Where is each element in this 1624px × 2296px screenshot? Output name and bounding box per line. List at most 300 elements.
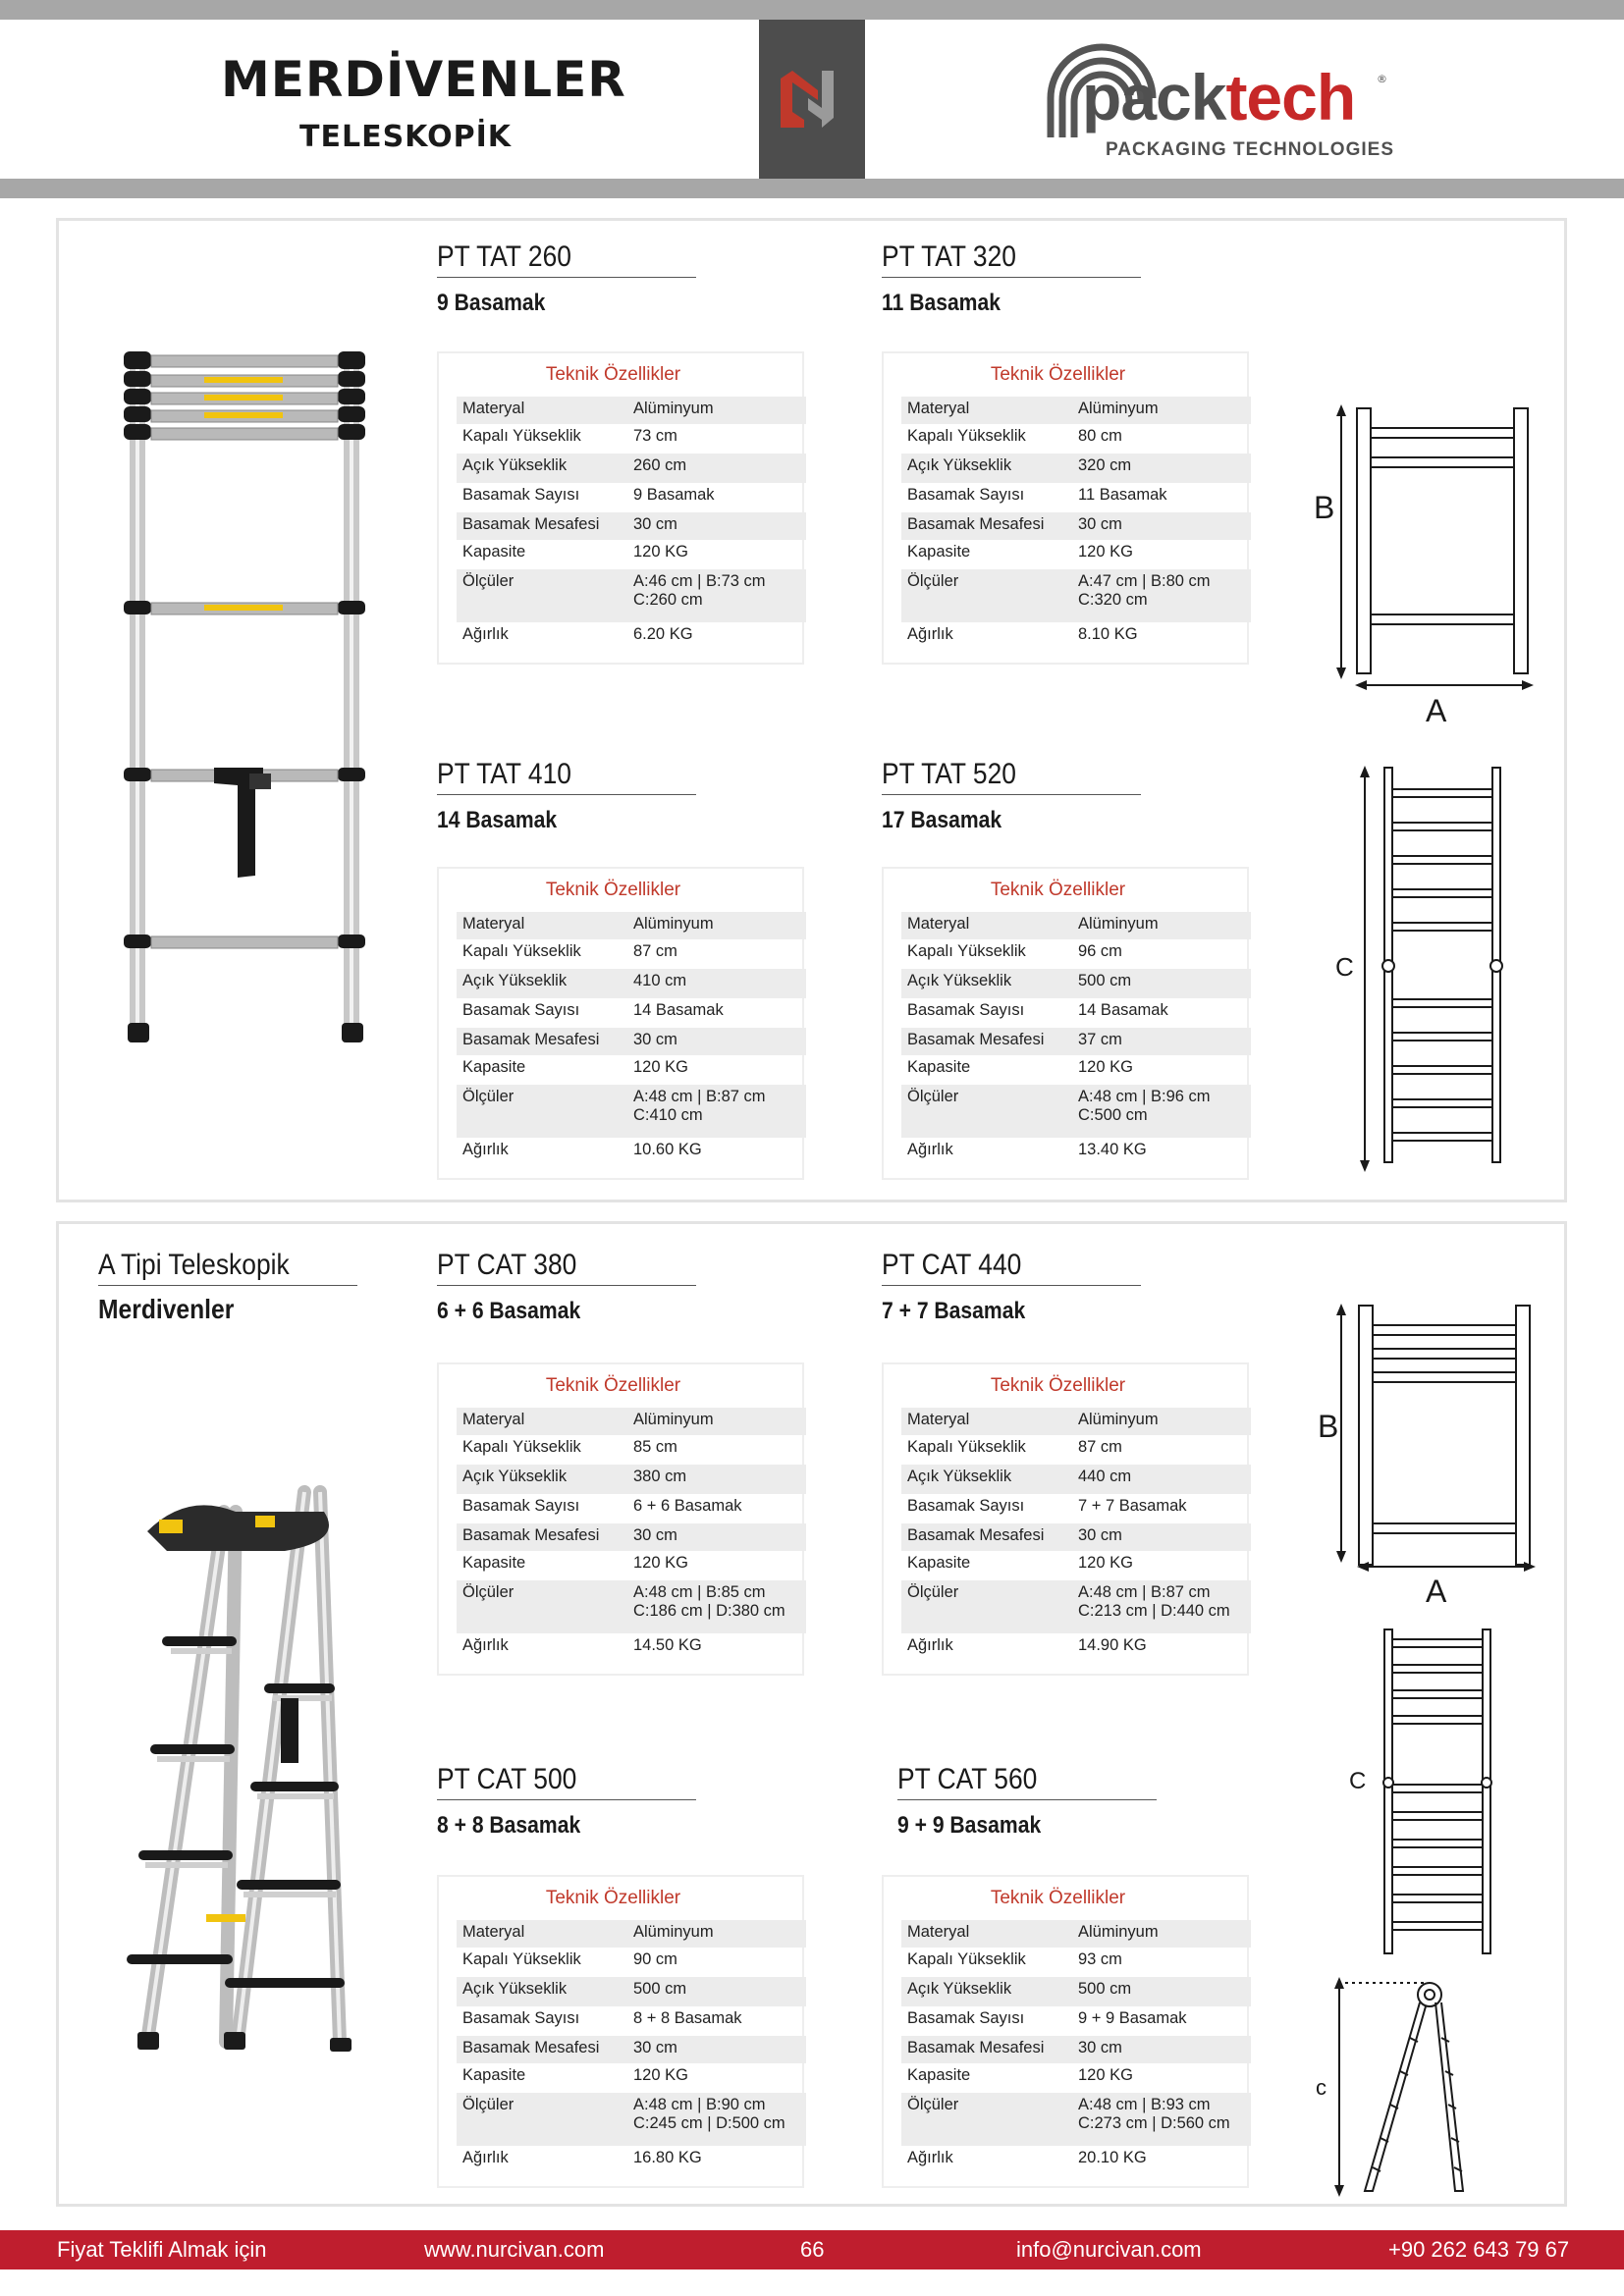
spec-key: Kapalı Yükseklik [907,1950,1026,1968]
spec-value-line: 120 KG [633,2066,688,2084]
spec-row [457,1028,806,1055]
spec-key: Basamak Sayısı [462,1001,580,1019]
spec-value-line: 90 cm [633,1950,677,1968]
spec-key: Kapalı Yükseklik [907,427,1026,445]
spec-table [882,351,1249,665]
model-title: PT TAT 520 [882,758,1141,795]
spec-key: Açık Yükseklik [462,456,568,474]
spec-key: Ağırlık [907,625,953,643]
label-a: A [1426,1574,1447,1609]
spec-row [901,1085,1251,1138]
spec-key: Basamak Mesafesi [462,1526,600,1544]
spec-value-line: 320 cm [1078,456,1132,474]
spec-key: Kapalı Yükseklik [462,1438,581,1456]
spec-row [457,569,806,622]
spec-key: Açık Yükseklik [907,972,1012,989]
spec-header: Teknik Özellikler [545,880,681,900]
spec-rows [457,397,806,652]
spec-value-line: A:46 cm | B:73 cm [633,572,766,590]
spec-value [633,1636,806,1655]
spec-value [633,2066,806,2085]
spec-value-line: 500 cm [633,1980,687,1998]
spec-row [457,939,806,969]
model-steps: 7 + 7 Basamak [882,1298,1026,1324]
spec-value [1078,1526,1251,1545]
dimension-diagram-ab-2 [1312,1292,1547,1626]
spec-value [1078,1950,1251,1969]
spec-key: Materyal [907,400,970,417]
spec-row [901,998,1251,1028]
spec-row [457,397,806,424]
spec-value-line: 6.20 KG [633,625,693,643]
spec-value [1078,427,1251,446]
spec-key: Kapasite [462,543,526,561]
spec-value [633,1468,806,1486]
spec-key: Materyal [907,1411,970,1428]
spec-value-line: 8.10 KG [1078,625,1138,643]
spec-header: Teknik Özellikler [990,1888,1126,1908]
spec-row [457,1465,806,1494]
spec-value [1078,515,1251,534]
spec-row [457,2006,806,2036]
spec-value [1078,1411,1251,1429]
spec-row [901,2146,1251,2175]
page-subtitle: TELESKOPİK [299,120,512,154]
spec-value-line: 11 Basamak [1078,486,1167,504]
spec-value-line: Alüminyum [1078,1411,1159,1428]
spec-value [633,2009,806,2028]
spec-value [1078,2096,1251,2133]
spec-value [1078,1058,1251,1077]
spec-row [901,2006,1251,2036]
spec-value-line: 80 cm [1078,427,1122,445]
spec-value-line: 30 cm [1078,2039,1122,2056]
spec-row [457,1551,806,1580]
section2-title-line2: Merdivenler [98,1294,235,1324]
spec-value-line: C:213 cm | D:440 cm [1078,1602,1230,1620]
spec-value [633,1411,806,1429]
spec-row [457,1085,806,1138]
spec-value-line: 87 cm [1078,1438,1122,1456]
spec-table [437,351,804,665]
spec-value [633,486,806,505]
spec-key: Basamak Mesafesi [462,515,600,533]
spec-key: Materyal [907,1923,970,1941]
model-steps: 11 Basamak [882,290,1001,316]
spec-value [633,1526,806,1545]
spec-key: Ölçüler [907,1583,959,1601]
spec-key: Kapasite [907,2066,971,2084]
footer-phone[interactable]: +90 262 643 79 67 [1388,2237,1570,2262]
label-b: B [1314,490,1335,525]
spec-rows [457,1920,806,2175]
spec-key: Basamak Mesafesi [907,1526,1045,1544]
spec-row [457,622,806,652]
footer-bar [0,2230,1624,2269]
spec-row [457,1435,806,1465]
spec-row [901,424,1251,454]
spec-key: Basamak Sayısı [907,1497,1025,1515]
spec-value [1078,486,1251,505]
spec-row [901,512,1251,540]
model-title: PT TAT 410 [437,758,696,795]
spec-value [633,572,806,610]
spec-value-line: 120 KG [1078,1058,1133,1076]
spec-rows [457,1408,806,1663]
spec-header: Teknik Özellikler [545,364,681,385]
spec-row [901,1055,1251,1085]
spec-key: Basamak Mesafesi [462,1031,600,1048]
spec-table [437,867,804,1180]
spec-key: Basamak Mesafesi [907,515,1045,533]
spec-value-line: Alüminyum [1078,915,1159,933]
spec-value-line: 440 cm [1078,1468,1132,1485]
model-steps: 9 Basamak [437,290,546,316]
spec-value-line: 30 cm [633,1526,677,1544]
spec-value [1078,543,1251,561]
spec-value [633,1438,806,1457]
spec-row [457,969,806,998]
spec-value [1078,1438,1251,1457]
spec-row [457,2036,806,2063]
spec-row [457,540,806,569]
spec-value [1078,942,1251,961]
spec-value-line: Alüminyum [633,915,714,933]
spec-row [457,2146,806,2175]
spec-value-line: 14.50 KG [633,1636,702,1654]
spec-row [457,912,806,939]
spec-value-line: C:410 cm [633,1106,703,1124]
spec-key: Kapalı Yükseklik [462,942,581,960]
spec-header: Teknik Özellikler [990,880,1126,900]
spec-value-line: A:48 cm | B:90 cm [633,2096,766,2113]
spec-key: Materyal [462,400,525,417]
spec-key: Kapalı Yükseklik [462,427,581,445]
label-a: A [1426,693,1447,728]
spec-value-line: A:47 cm | B:80 cm [1078,572,1211,590]
spec-value [633,1554,806,1573]
spec-row [457,1920,806,1948]
spec-key: Basamak Sayısı [907,2009,1025,2027]
spec-value-line: A:48 cm | B:85 cm [633,1583,766,1601]
spec-key: Kapasite [462,2066,526,2084]
spec-value [1078,2066,1251,2085]
spec-value-line: 73 cm [633,427,677,445]
spec-header: Teknik Özellikler [545,1375,681,1396]
spec-value-line: 7 + 7 Basamak [1078,1497,1187,1515]
spec-key: Ölçüler [907,1088,959,1105]
spec-key: Açık Yükseklik [907,1468,1012,1485]
registered-mark: ® [1377,73,1387,85]
spec-value [633,1031,806,1049]
spec-row [901,912,1251,939]
spec-row [457,483,806,512]
spec-value [633,427,806,446]
spec-row [901,939,1251,969]
spec-key: Ağırlık [907,1636,953,1654]
spec-row [457,512,806,540]
spec-row [457,424,806,454]
spec-value [633,1950,806,1969]
packtech-wordmark: packtech [1082,61,1356,133]
spec-value-line: A:48 cm | B:87 cm [633,1088,766,1105]
spec-value [633,1088,806,1125]
spec-value [633,1923,806,1942]
spec-row [901,1138,1251,1167]
spec-value-line: 380 cm [633,1468,687,1485]
spec-row [901,2063,1251,2093]
spec-rows [901,397,1251,652]
spec-row [901,397,1251,424]
spec-row [901,483,1251,512]
spec-key: Basamak Sayısı [462,2009,580,2027]
a-type-ladder-photo [108,1472,442,2061]
top-bar [0,0,1624,20]
spec-key: Materyal [907,915,970,933]
spec-value-line: Alüminyum [1078,1923,1159,1941]
spec-value-line: 30 cm [633,515,677,533]
spec-key: Basamak Mesafesi [907,2039,1045,2056]
spec-row [457,454,806,483]
spec-value [1078,572,1251,610]
spec-value-line: C:273 cm | D:560 cm [1078,2114,1230,2132]
dimension-diagram-c-2 [1345,1628,1532,1957]
spec-row [901,969,1251,998]
spec-value [1078,2009,1251,2028]
header-band [0,179,1624,198]
spec-table [437,1362,804,1676]
telescopic-ladder-photo [116,346,391,1052]
spec-value [1078,1554,1251,1573]
spec-row [457,1138,806,1167]
spec-value [1078,2039,1251,2057]
spec-value-line: 37 cm [1078,1031,1122,1048]
spec-header: Teknik Özellikler [990,364,1126,385]
spec-value [1078,1636,1251,1655]
spec-key: Ölçüler [907,2096,959,2113]
spec-key: Ölçüler [462,1583,514,1601]
spec-value-line: 10.60 KG [633,1141,702,1158]
spec-value [1078,1031,1251,1049]
spec-row [901,540,1251,569]
spec-key: Basamak Sayısı [462,1497,580,1515]
footer-quote: Fiyat Teklifi Almak için [57,2237,267,2262]
page-title: MERDİVENLER [221,51,626,108]
spec-value [1078,1001,1251,1020]
spec-value-line: 410 cm [633,972,687,989]
spec-value-line: 9 + 9 Basamak [1078,2009,1187,2027]
spec-row [901,1523,1251,1551]
footer-email[interactable]: info@nurcivan.com [1016,2237,1202,2262]
spec-value [1078,456,1251,475]
spec-value-line: C:500 cm [1078,1106,1148,1124]
spec-value-line: 6 + 6 Basamak [633,1497,742,1515]
spec-key: Kapasite [462,1554,526,1572]
spec-value [1078,1468,1251,1486]
spec-value [1078,1583,1251,1621]
spec-value-line: 93 cm [1078,1950,1122,1968]
spec-value-line: 9 Basamak [633,486,715,504]
spec-value-line: Alüminyum [633,1411,714,1428]
spec-value [633,2039,806,2057]
model-title: PT TAT 260 [437,240,696,278]
model-title: PT CAT 440 [882,1249,1141,1286]
spec-key: Kapasite [907,1554,971,1572]
spec-row [901,1028,1251,1055]
spec-value-line: C:260 cm [633,591,703,609]
spec-key: Ağırlık [907,1141,953,1158]
spec-key: Ölçüler [462,2096,514,2113]
spec-value [633,625,806,644]
model-title: PT TAT 320 [882,240,1141,278]
model-steps: 17 Basamak [882,807,1002,833]
spec-value-line: 16.80 KG [633,2149,702,2166]
spec-value-line: C:245 cm | D:500 cm [633,2114,785,2132]
spec-key: Materyal [462,1923,525,1941]
spec-value [633,1141,806,1159]
spec-row [457,2063,806,2093]
nurcivan-logo-mark [779,69,845,130]
spec-value [633,972,806,990]
spec-row [901,1551,1251,1580]
spec-value-line: 30 cm [633,1031,677,1048]
model-steps: 6 + 6 Basamak [437,1298,581,1324]
spec-row [901,1920,1251,1948]
section2-title-line1: A Tipi Teleskopik [98,1249,357,1286]
spec-table [882,1875,1249,2188]
spec-row [901,1408,1251,1435]
spec-value [633,1980,806,1999]
spec-value-line: Alüminyum [1078,400,1159,417]
model-title: PT CAT 500 [437,1763,696,1800]
spec-row [457,1977,806,2006]
spec-row [457,1580,806,1633]
spec-value-line: 260 cm [633,456,687,474]
spec-row [901,1494,1251,1523]
model-title: PT CAT 560 [897,1763,1157,1800]
spec-value-line: Alüminyum [633,1923,714,1941]
spec-value-line: 120 KG [633,1058,688,1076]
spec-value-line: 13.40 KG [1078,1141,1147,1158]
spec-key: Açık Yükseklik [462,1468,568,1485]
spec-value [1078,1497,1251,1516]
spec-value-line: A:48 cm | B:87 cm [1078,1583,1211,1601]
spec-value-line: 8 + 8 Basamak [633,2009,742,2027]
spec-value [1078,1980,1251,1999]
spec-value-line: 120 KG [1078,1554,1133,1572]
spec-row [901,2036,1251,2063]
spec-value-line: 120 KG [1078,543,1133,561]
spec-row [457,1633,806,1663]
spec-value-line: A:48 cm | B:93 cm [1078,2096,1211,2113]
spec-value [633,942,806,961]
spec-value-line: 500 cm [1078,972,1132,989]
footer-website[interactable]: www.nurcivan.com [424,2237,605,2262]
spec-value [1078,972,1251,990]
dimension-diagram-c [1335,764,1532,1176]
spec-value [1078,1088,1251,1125]
spec-key: Ölçüler [907,572,959,590]
spec-value [633,2096,806,2133]
spec-key: Basamak Mesafesi [462,2039,600,2056]
footer-page-number: 66 [800,2237,825,2262]
spec-row [457,1494,806,1523]
label-c: C [1335,952,1354,982]
spec-row [457,1948,806,1977]
spec-key: Materyal [462,915,525,933]
spec-value-line: Alüminyum [633,400,714,417]
label-c-small: c [1316,2075,1326,2100]
label-b: B [1318,1409,1339,1444]
spec-key: Kapasite [907,1058,971,1076]
spec-value-line: 14 Basamak [1078,1001,1168,1019]
spec-table [437,1875,804,2188]
spec-value [633,1583,806,1621]
spec-key: Basamak Sayısı [907,486,1025,504]
dimension-diagram-ab [1306,393,1542,736]
spec-value [633,1058,806,1077]
spec-value [633,543,806,561]
spec-row [457,1408,806,1435]
spec-rows [901,912,1251,1167]
spec-value [1078,1141,1251,1159]
spec-row [901,1580,1251,1633]
spec-key: Kapasite [907,543,971,561]
spec-key: Ölçüler [462,572,514,590]
spec-row [901,569,1251,622]
dimension-diagram-a-frame [1316,1973,1473,2199]
spec-key: Ağırlık [462,1141,509,1158]
spec-row [901,1435,1251,1465]
spec-value-line: C:320 cm [1078,591,1148,609]
spec-key: Kapasite [462,1058,526,1076]
spec-value-line: 85 cm [633,1438,677,1456]
spec-key: Materyal [462,1411,525,1428]
spec-key: Kapalı Yükseklik [907,942,1026,960]
spec-rows [901,1408,1251,1663]
spec-value-line: 30 cm [1078,1526,1122,1544]
spec-value-line: 96 cm [1078,942,1122,960]
spec-row [457,1055,806,1085]
packtech-logo [1043,39,1396,167]
spec-value [633,515,806,534]
spec-value-line: 20.10 KG [1078,2149,1147,2166]
spec-key: Kapalı Yükseklik [907,1438,1026,1456]
spec-value [633,1497,806,1516]
spec-key: Ağırlık [907,2149,953,2166]
nurcivan-logo [759,20,865,179]
spec-value-line: 120 KG [633,543,688,561]
spec-key: Ağırlık [462,625,509,643]
spec-row [901,1633,1251,1663]
label-c: C [1349,1768,1367,1794]
packtech-tagline: PACKAGING TECHNOLOGIES [1106,139,1394,160]
spec-key: Kapalı Yükseklik [462,1950,581,1968]
model-title: PT CAT 380 [437,1249,696,1286]
spec-row [457,998,806,1028]
spec-value [1078,1923,1251,1942]
spec-key: Basamak Sayısı [907,1001,1025,1019]
spec-key: Açık Yükseklik [907,456,1012,474]
spec-table [882,867,1249,1180]
spec-value-line: 500 cm [1078,1980,1132,1998]
spec-rows [901,1920,1251,2175]
spec-table [882,1362,1249,1676]
spec-value [633,2149,806,2167]
model-steps: 9 + 9 Basamak [897,1812,1042,1839]
spec-key: Açık Yükseklik [907,1980,1012,1998]
spec-value-line: 120 KG [633,1554,688,1572]
